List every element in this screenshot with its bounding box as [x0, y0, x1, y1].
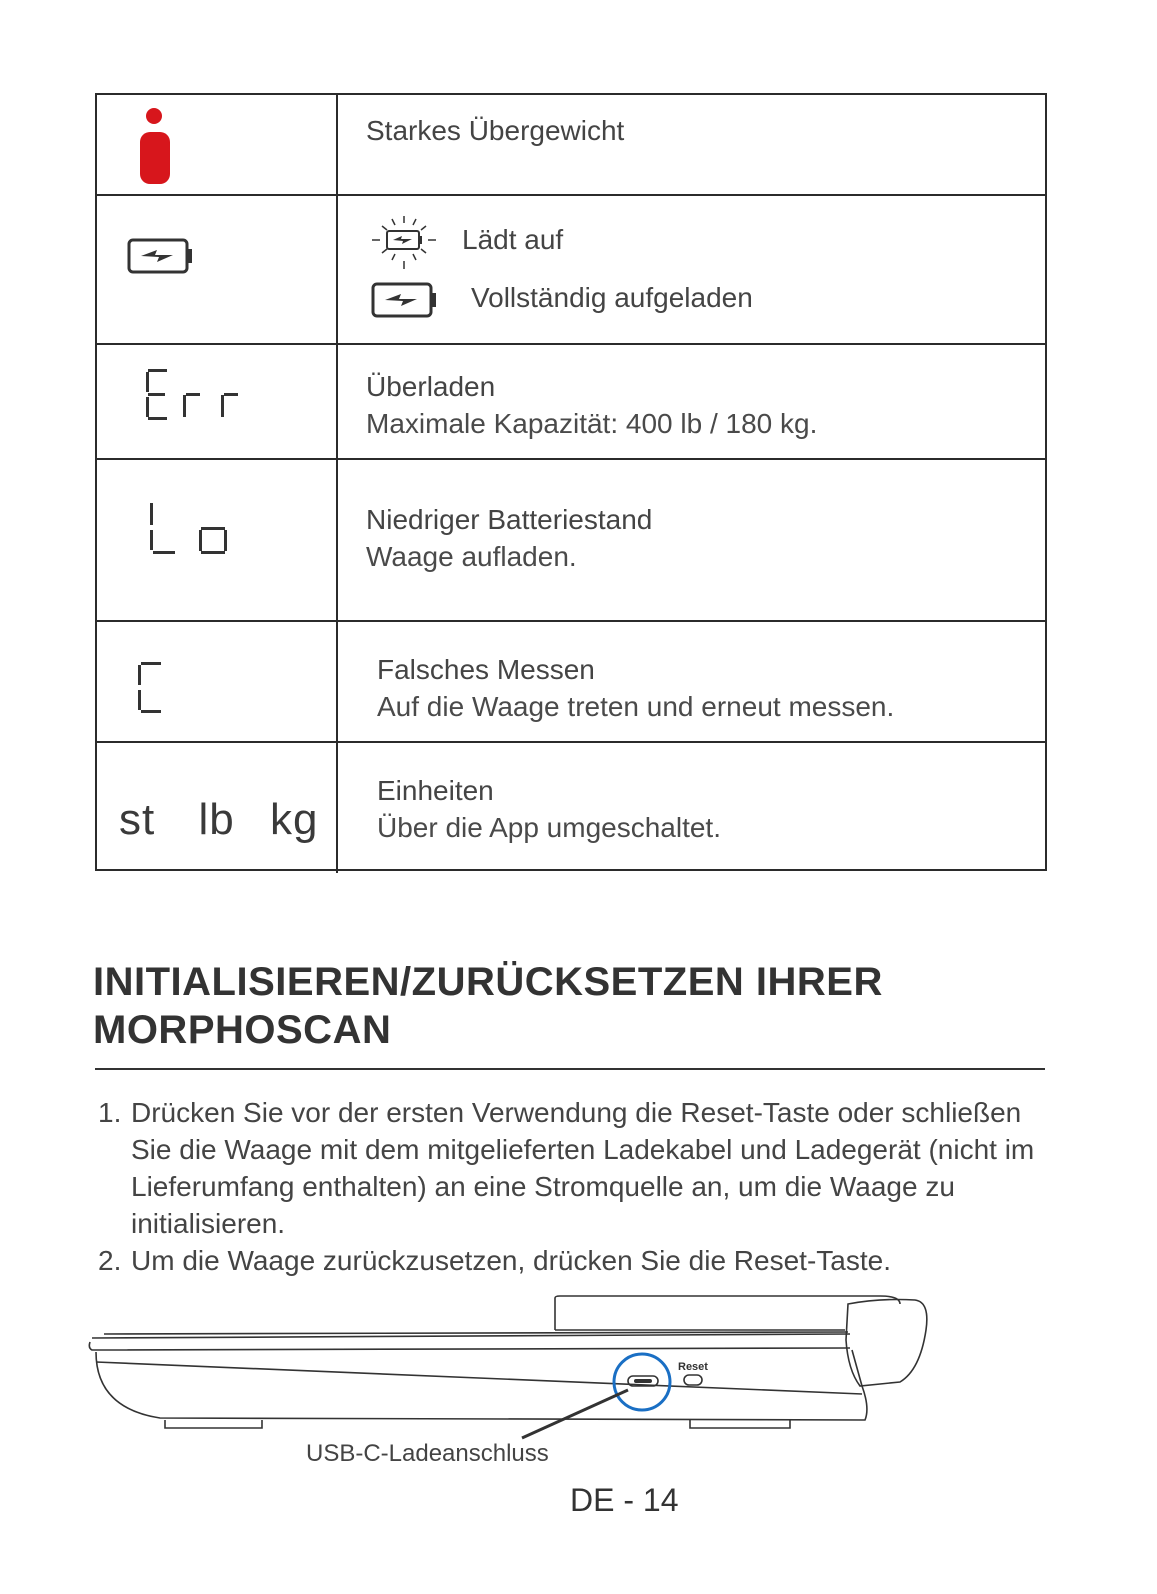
status-title: Einheiten [377, 775, 494, 806]
units-display [119, 795, 318, 845]
battery-full-icon [371, 282, 437, 318]
scale-side-diagram [0, 1290, 1157, 1450]
battery-charging-icon [127, 238, 193, 274]
status-table [95, 93, 1047, 871]
status-title: Überladen [366, 371, 496, 402]
page-number: DE - 14 [570, 1482, 679, 1518]
status-description: Über die App umgeschaltet. [377, 812, 721, 843]
usb-port-label: USB-C-Ladeanschluss [306, 1440, 549, 1467]
status-title: Starkes Übergewicht [366, 115, 625, 146]
status-description: Waage aufladen. [366, 541, 577, 572]
table-row [97, 196, 1045, 345]
battery-charging-blink-icon [370, 214, 438, 272]
status-title: Falsches Messen [377, 654, 595, 685]
status-description: Auf die Waage treten und erneut messen. [377, 691, 895, 722]
status-title: Niedriger Batteriestand [366, 504, 653, 535]
lo-display-icon [149, 500, 229, 558]
unit-stone: st [119, 795, 156, 844]
table-row [97, 460, 1045, 622]
list-item: 1. Drücken Sie vor der ersten Verwendung die Reset-Taste oder schließen Sie die Waage mit dem mitgelieferten Ladekabel und Ladegerät (nicht im Lieferumfang enthalten) an eine Stromquelle an, um die Waage zu initialisieren. [98, 1097, 1035, 1239]
table-row [97, 743, 1045, 873]
section-heading: INITIALISIEREN/ZURÜCKSETZEN IHRER MORPHOSCAN [93, 960, 883, 1052]
heading-divider [95, 1068, 1045, 1070]
unit-kilogram: kg [269, 795, 319, 844]
instruction-list [98, 1094, 1058, 1279]
reset-label: Reset [678, 1361, 708, 1373]
list-item: 2. Um die Waage zurückzusetzen, drücken Sie die Reset-Taste. [98, 1245, 891, 1276]
charging-label: Lädt auf [462, 224, 564, 255]
table-row [97, 622, 1045, 743]
status-description: Maximale Kapazität: 400 lb / 180 kg. [366, 408, 818, 439]
table-row [97, 95, 1045, 196]
red-alert-icon [137, 107, 173, 187]
c-display-icon [137, 660, 167, 716]
unit-pound: lb [198, 795, 235, 844]
full-charge-label: Vollständig aufgeladen [471, 282, 753, 313]
err-display-icon [145, 367, 245, 423]
table-row [97, 345, 1045, 460]
